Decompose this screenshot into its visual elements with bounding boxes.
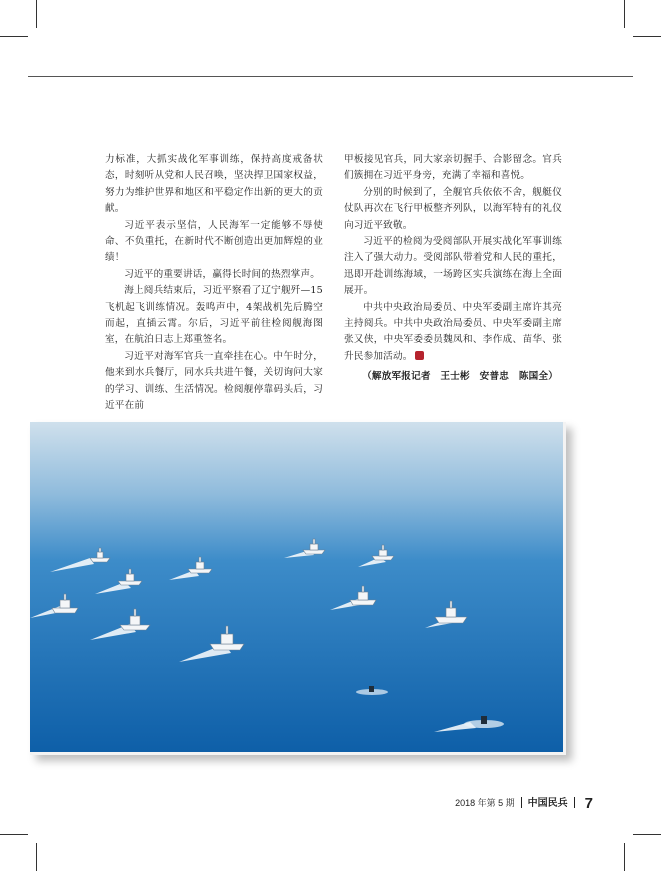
crop-mark xyxy=(0,36,28,37)
paragraph: 习近平的重要讲话，赢得长时间的热烈掌声。 xyxy=(124,268,321,280)
crop-mark xyxy=(36,843,37,871)
paragraph: 习近平对海军官兵一直牵挂在心。中午时分，他来到水兵餐厅，同水兵共进午餐，关切询问大家的学习、训练、生活情况。检阅舰停靠码头后，习近平在前 xyxy=(105,350,323,412)
crop-mark xyxy=(624,0,625,28)
paragraph: 海上阅兵结束后，习近平察看了辽宁舰歼—15飞机起飞训练情况。轰鸣声中，4架战机先后腾空而起，直插云霄。尔后，习近平前往检阅舰海图室，在航泊日志上郑重签名。 xyxy=(105,285,323,346)
paragraph: 分别的时候到了，全舰官兵依依不舍，舰艇仪仗队再次在飞行甲板整齐列队，以海军特有的礼仪向习近平致敬。 xyxy=(344,186,562,231)
crop-mark xyxy=(633,834,661,835)
page-footer xyxy=(455,794,593,812)
paragraph: 习近平表示坚信，人民海军一定能够不辱使命、不负重托，在新时代不断创造出更加辉煌的业绩！ xyxy=(105,219,323,264)
paragraph-text: 中共中央政治局委员、中央军委副主席许其亮主持阅兵。中共中央政治局委员、中央军委副主席张又侠，中央军委委员魏凤和、李作成、苗华、张升民参加活动。 xyxy=(344,301,562,362)
header-rule xyxy=(28,76,633,77)
crop-mark xyxy=(624,843,625,871)
magazine-name: 中国民兵 xyxy=(527,798,568,809)
paragraph: 甲板接见官兵，同大家亲切握手、合影留念。官兵们簇拥在习近平身旁，充满了幸福和喜悦。 xyxy=(344,154,562,182)
paragraph: 力标准，大抓实战化军事训练，保持高度戒备状态，时刻听从党和人民召唤，坚决捍卫国家权益，努力为维护世界和地区和平稳定作出新的更大的贡献。 xyxy=(105,154,323,215)
byline: （解放军报记者 王士彬 安普忠 陈国全） xyxy=(362,371,558,383)
crop-mark xyxy=(0,834,28,835)
end-mark-icon xyxy=(415,351,424,360)
article-column-right xyxy=(344,152,562,386)
crop-mark xyxy=(36,0,37,28)
issue-label: 2018 年第 5 期 xyxy=(455,798,515,808)
footer-separator xyxy=(574,797,575,808)
crop-mark xyxy=(633,36,661,37)
fleet-photo-image xyxy=(30,422,563,752)
article-column-left xyxy=(105,152,323,415)
paragraph-last xyxy=(344,300,562,366)
footer-separator xyxy=(521,797,522,808)
fleet-photo xyxy=(30,422,566,755)
paragraph: 习近平的检阅为受阅部队开展实战化军事训练注入了强大动力。受阅部队带着党和人民的重托，迅即开赴训练海域，一场跨区实兵演练在海上全面展开。 xyxy=(344,236,562,297)
page-number: 7 xyxy=(584,795,593,812)
